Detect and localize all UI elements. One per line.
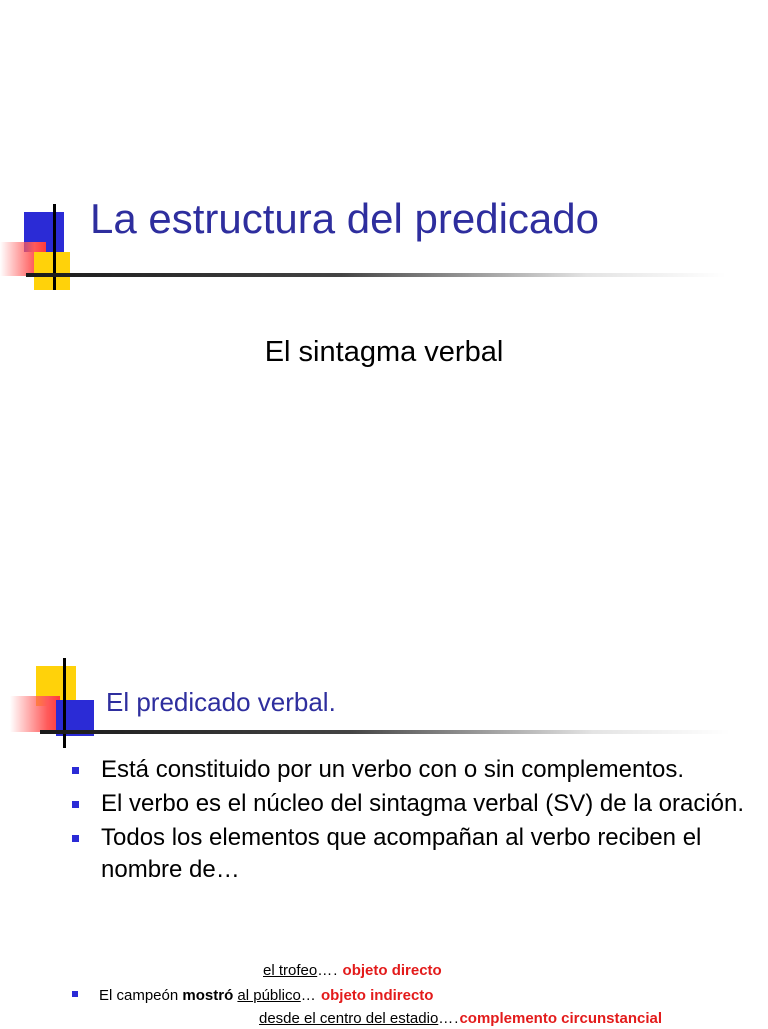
decor-yellow-square bbox=[34, 252, 70, 290]
bullet-square-icon bbox=[72, 991, 78, 997]
example-phrase: desde el centro del estadio bbox=[259, 1010, 439, 1027]
slide1-title: La estructura del predicado bbox=[90, 195, 599, 242]
title-underline bbox=[26, 273, 726, 277]
bullet-text: Está constituido por un verbo con o sin complementos. bbox=[101, 756, 684, 783]
decor-vertical-line bbox=[53, 204, 56, 290]
example-role: complemento circunstancial bbox=[459, 1010, 663, 1027]
bullet-square-icon bbox=[72, 801, 79, 808]
bullet-text: El verbo es el núcleo del sintagma verbal (SV) de la oración. bbox=[101, 790, 745, 817]
example-dots: … bbox=[300, 987, 317, 1004]
list-item bbox=[72, 754, 752, 786]
example-phrase: al público bbox=[237, 987, 301, 1004]
example-line-complemento-circunstancial bbox=[259, 1009, 662, 1029]
list-item bbox=[72, 788, 752, 820]
decor-vertical-line bbox=[63, 658, 66, 748]
example-role: objeto directo bbox=[342, 962, 442, 979]
slide2-title: El predicado verbal. bbox=[106, 687, 336, 717]
slide1-subtitle: El sintagma verbal bbox=[264, 336, 504, 368]
example-role: objeto indirecto bbox=[320, 987, 434, 1004]
example-phrase: el trofeo bbox=[263, 962, 318, 979]
example-line-objeto-indirecto bbox=[72, 986, 433, 1006]
example-line-objeto-directo bbox=[263, 961, 442, 981]
decor-red-square bbox=[10, 696, 60, 732]
title-underline bbox=[40, 730, 730, 734]
bullet-list bbox=[72, 754, 752, 888]
bullet-square-icon bbox=[72, 767, 79, 774]
bullet-square-icon bbox=[72, 835, 79, 842]
example-dots: …. bbox=[317, 962, 339, 979]
example-dots: …. bbox=[438, 1010, 460, 1027]
list-item bbox=[72, 822, 752, 886]
example-verb: mostró bbox=[182, 987, 234, 1004]
example-prefix: El campeón bbox=[99, 987, 183, 1004]
bullet-text: Todos los elementos que acompañan al verbo reciben el nombre de… bbox=[101, 824, 702, 883]
